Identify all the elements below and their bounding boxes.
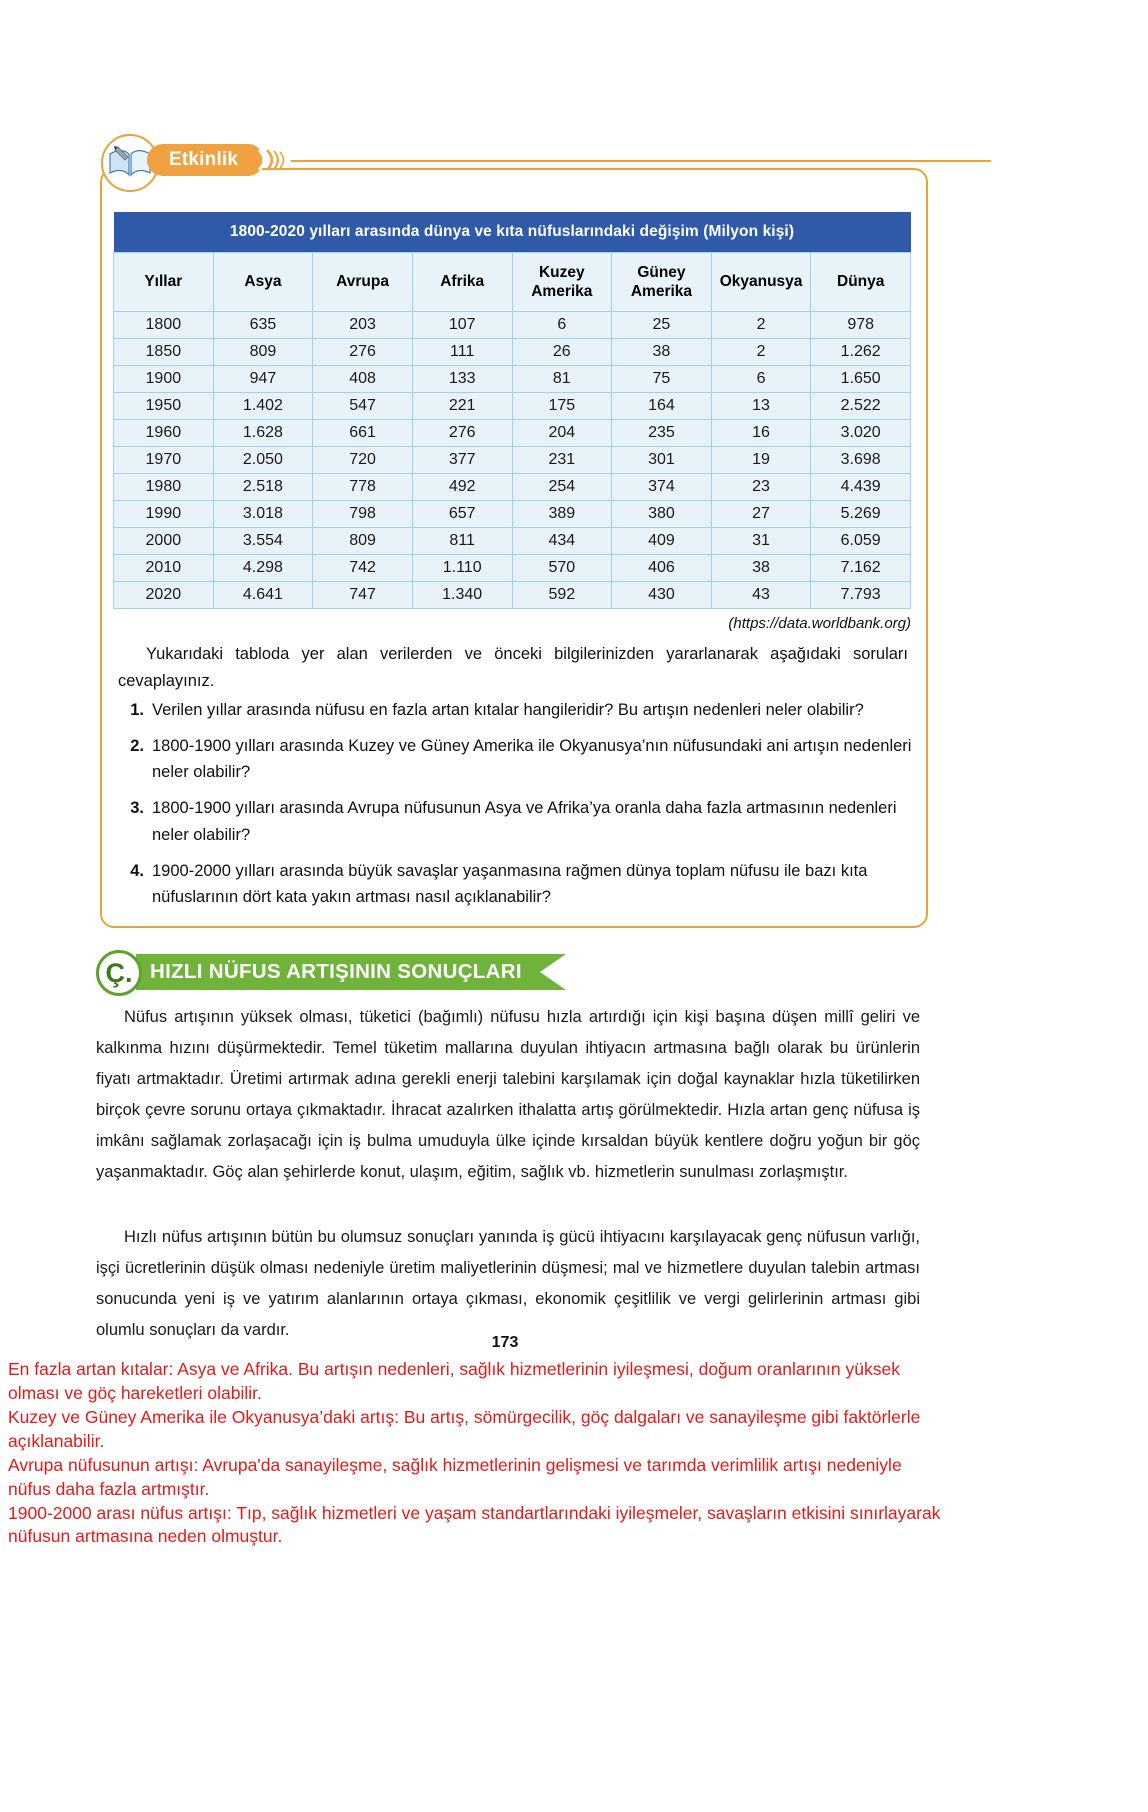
question-number: 4. <box>130 861 144 880</box>
cell-yil: 1990 <box>114 501 214 528</box>
question-item <box>118 697 918 724</box>
cell-yil: 1950 <box>114 393 214 420</box>
column-header-guney-amerika-line2: Amerika <box>630 283 693 300</box>
cell-kuzey-amerika: 26 <box>512 339 612 366</box>
question-list <box>118 697 918 920</box>
cell-avrupa: 778 <box>313 474 413 501</box>
column-header-avrupa: Avrupa <box>313 253 413 312</box>
cell-afrika: 111 <box>412 339 512 366</box>
table-row <box>114 366 911 393</box>
table-row <box>114 501 911 528</box>
cell-avrupa: 276 <box>313 339 413 366</box>
annotation-line: nüfusun artmasına neden olmuştur. <box>8 1526 283 1547</box>
cell-guney-amerika: 75 <box>612 366 712 393</box>
cell-dunya: 6.059 <box>811 528 911 555</box>
table-body <box>114 312 911 609</box>
cell-asya: 1.628 <box>213 420 313 447</box>
cell-guney-amerika: 164 <box>612 393 712 420</box>
section-header <box>96 950 616 996</box>
cell-guney-amerika: 374 <box>612 474 712 501</box>
question-text: Verilen yıllar arasında nüfusu en fazla artan kıtalar hangileridir? Bu artışın nedenleri neler olabilir? <box>152 701 864 719</box>
cell-asya: 809 <box>213 339 313 366</box>
cell-yil: 2000 <box>114 528 214 555</box>
body-paragraph-2: Hızlı nüfus artışının bütün bu olumsuz sonuçları yanında iş gücü ihtiyacını karşılayacak genç nüfusun varlığı, işçi ücretlerinin düşük olması nedeniyle üretim maliyetlerinin düşmesi; mal ve hizmetlere duyulan talebin artması sonucunda yeni iş ve yatırım alanlarının ortaya çıkması, ekonomik çeşitlilik ve vergi gelirlerinin artması gibi olumlu sonuçları da vardır. <box>96 1228 920 1340</box>
cell-yil: 2020 <box>114 582 214 609</box>
table-row <box>114 528 911 555</box>
question-item <box>118 733 918 786</box>
cell-asya: 635 <box>213 312 313 339</box>
cell-avrupa: 661 <box>313 420 413 447</box>
cell-kuzey-amerika: 434 <box>512 528 612 555</box>
cell-guney-amerika: 409 <box>612 528 712 555</box>
table-row <box>114 312 911 339</box>
cell-avrupa: 720 <box>313 447 413 474</box>
cell-dunya: 4.439 <box>811 474 911 501</box>
table-title-row <box>114 212 911 253</box>
cell-yil: 1980 <box>114 474 214 501</box>
cell-asya: 3.018 <box>213 501 313 528</box>
annotation-line: Avrupa nüfusunun artışı: Avrupa'da sanayileşme, sağlık hizmetlerinin gelişmesi ve tarımda verimlilik artışı nedeniyle <box>8 1454 902 1475</box>
table-row <box>114 582 911 609</box>
cell-avrupa: 203 <box>313 312 413 339</box>
cell-dunya: 1.262 <box>811 339 911 366</box>
activity-badge-label: Etkinlik <box>147 144 264 176</box>
column-header-guney-amerika-line1: Güney <box>637 263 686 281</box>
cell-guney-amerika: 301 <box>612 447 712 474</box>
cell-dunya: 7.162 <box>811 555 911 582</box>
table-row <box>114 420 911 447</box>
question-item <box>118 858 918 911</box>
section-letter-badge: Ç. <box>96 950 142 996</box>
cell-dunya: 978 <box>811 312 911 339</box>
column-header-yillar: Yıllar <box>114 253 214 312</box>
cell-avrupa: 547 <box>313 393 413 420</box>
cell-asya: 2.050 <box>213 447 313 474</box>
column-header-afrika: Afrika <box>412 253 512 312</box>
cell-kuzey-amerika: 231 <box>512 447 612 474</box>
activity-intro-text: Yukarıdaki tabloda yer alan verilerden ve önceki bilgilerinizden yararlanarak aşağıdaki soruları cevaplayınız. <box>118 645 908 690</box>
cell-asya: 4.641 <box>213 582 313 609</box>
question-text: 1800-1900 yılları arasında Avrupa nüfusunun Asya ve Afrika’ya oranla daha fazla artmasının nedenleri neler olabilir? <box>152 799 897 844</box>
table-row <box>114 555 911 582</box>
table-source: (https://data.worldbank.org) <box>728 615 911 632</box>
cell-afrika: 811 <box>412 528 512 555</box>
cell-avrupa: 798 <box>313 501 413 528</box>
population-table <box>113 212 911 609</box>
annotation-line: açıklanabilir. <box>8 1430 105 1451</box>
cell-kuzey-amerika: 389 <box>512 501 612 528</box>
cell-asya: 3.554 <box>213 528 313 555</box>
cell-okyanusya: 13 <box>711 393 811 420</box>
cell-yil: 2010 <box>114 555 214 582</box>
cell-okyanusya: 2 <box>711 312 811 339</box>
table-row <box>114 474 911 501</box>
cell-dunya: 1.650 <box>811 366 911 393</box>
cell-asya: 1.402 <box>213 393 313 420</box>
cell-okyanusya: 31 <box>711 528 811 555</box>
cell-guney-amerika: 406 <box>612 555 712 582</box>
question-number: 2. <box>130 736 144 755</box>
cell-dunya: 3.020 <box>811 420 911 447</box>
cell-afrika: 492 <box>412 474 512 501</box>
cell-guney-amerika: 25 <box>612 312 712 339</box>
table-row <box>114 339 911 366</box>
annotation-block <box>8 1358 1144 1549</box>
activity-badge <box>95 132 495 194</box>
cell-afrika: 1.110 <box>412 555 512 582</box>
table-header-row <box>114 253 911 312</box>
cell-okyanusya: 2 <box>711 339 811 366</box>
annotation-line: nüfus daha fazla artmıştır. <box>8 1478 210 1499</box>
cell-yil: 1800 <box>114 312 214 339</box>
cell-yil: 1960 <box>114 420 214 447</box>
cell-okyanusya: 16 <box>711 420 811 447</box>
cell-kuzey-amerika: 175 <box>512 393 612 420</box>
table-row <box>114 393 911 420</box>
column-header-kuzey-amerika-line1: Kuzey <box>538 263 585 281</box>
cell-asya: 2.518 <box>213 474 313 501</box>
annotation-line: 1900-2000 arası nüfus artışı: Tıp, sağlık hizmetleri ve yaşam standartlarındaki iyileşmeler, savaşların etkisini sınırlayarak <box>8 1502 941 1523</box>
cell-kuzey-amerika: 570 <box>512 555 612 582</box>
annotation-line: Kuzey ve Güney Amerika ile Okyanusya’daki artış: Bu artış, sömürgecilik, göç dalgaları ve sanayileşme gibi faktörlerle <box>8 1406 921 1427</box>
cell-okyanusya: 38 <box>711 555 811 582</box>
question-text: 1800-1900 yılları arasında Kuzey ve Güney Amerika ile Okyanusya’nın nüfusundaki ani artışın nedenleri neler olabilir? <box>152 736 912 782</box>
cell-asya: 4.298 <box>213 555 313 582</box>
annotation-line: En fazla artan kıtalar: Asya ve Afrika. Bu artışın nedenleri, sağlık hizmetlerinin iyileşmesi, doğum oranlarının yüksek <box>8 1359 900 1379</box>
cell-okyanusya: 43 <box>711 582 811 609</box>
section-header-arrow <box>540 954 566 990</box>
question-text: 1900-2000 yılları arasında büyük savaşlar yaşanmasına rağmen dünya toplam nüfusu ile bazı kıta nüfuslarının dört kata yakın artması nasıl açıklanabilir? <box>152 861 868 907</box>
cell-okyanusya: 27 <box>711 501 811 528</box>
cell-avrupa: 747 <box>313 582 413 609</box>
activity-header-rule <box>291 160 991 162</box>
cell-guney-amerika: 38 <box>612 339 712 366</box>
cell-afrika: 133 <box>412 366 512 393</box>
cell-afrika: 276 <box>412 420 512 447</box>
cell-afrika: 657 <box>412 501 512 528</box>
cell-okyanusya: 6 <box>711 366 811 393</box>
cell-yil: 1850 <box>114 339 214 366</box>
cell-okyanusya: 23 <box>711 474 811 501</box>
cell-afrika: 107 <box>412 312 512 339</box>
cell-guney-amerika: 380 <box>612 501 712 528</box>
cell-kuzey-amerika: 6 <box>512 312 612 339</box>
body-paragraph-1: Nüfus artışının yüksek olması, tüketici (bağımlı) nüfusu hızla artırdığı için kişi başına düşen millî geliri ve kalkınma hızını düşürmektedir. Temel tüketim mallarına duyulan ihtiyacın artmasına bağlı olarak bu ürünlerin fiyatı artmaktadır. Üretimi artırmak adına gerekli enerji talebini karşılamak için doğal kaynaklar hızla tüketilirken birçok çevre sorunu ortaya çıkmaktadır. İhracat azalırken ithalatta artış görülmektedir. Hızla artan genç nüfusa iş imkânı sağlamak zorlaşacağı için iş bulma umuduyla ülke içinde kırsaldan büyük kentlere doğru yoğun bir göç yaşanmaktadır. Göç alan şehirlerde konut, ulaşım, eğitim, sağlık vb. hizmetlerin sunulması zorlaşmıştır. <box>96 1008 920 1182</box>
cell-avrupa: 809 <box>313 528 413 555</box>
cell-dunya: 2.522 <box>811 393 911 420</box>
cell-dunya: 5.269 <box>811 501 911 528</box>
cell-guney-amerika: 430 <box>612 582 712 609</box>
cell-kuzey-amerika: 254 <box>512 474 612 501</box>
column-header-guney-amerika <box>612 253 712 312</box>
column-header-kuzey-amerika <box>512 253 612 312</box>
cell-okyanusya: 19 <box>711 447 811 474</box>
cell-dunya: 7.793 <box>811 582 911 609</box>
table-title: 1800-2020 yılları arasında dünya ve kıta nüfuslarındaki değişim (Milyon kişi) <box>114 212 911 253</box>
column-header-dunya: Dünya <box>811 253 911 312</box>
annotation-line: olması ve göç hareketleri olabilir. <box>8 1382 262 1403</box>
cell-afrika: 377 <box>412 447 512 474</box>
cell-avrupa: 408 <box>313 366 413 393</box>
cell-afrika: 221 <box>412 393 512 420</box>
table-row <box>114 447 911 474</box>
cell-dunya: 3.698 <box>811 447 911 474</box>
cell-yil: 1900 <box>114 366 214 393</box>
page-number: 173 <box>491 1334 519 1351</box>
question-number: 3. <box>130 799 144 818</box>
cell-kuzey-amerika: 592 <box>512 582 612 609</box>
cell-afrika: 1.340 <box>412 582 512 609</box>
open-book-pencil-icon <box>108 144 152 180</box>
question-number: 1. <box>130 701 144 719</box>
section-title: HIZLI NÜFUS ARTIŞININ SONUÇLARI <box>150 960 522 983</box>
column-header-okyanusya: Okyanusya <box>711 253 811 312</box>
cell-kuzey-amerika: 204 <box>512 420 612 447</box>
cell-asya: 947 <box>213 366 313 393</box>
question-item <box>118 795 918 848</box>
sound-waves-icon <box>255 146 289 174</box>
cell-yil: 1970 <box>114 447 214 474</box>
column-header-kuzey-amerika-line2: Amerika <box>531 283 593 300</box>
cell-avrupa: 742 <box>313 555 413 582</box>
cell-kuzey-amerika: 81 <box>512 366 612 393</box>
column-header-asya: Asya <box>213 253 313 312</box>
cell-guney-amerika: 235 <box>612 420 712 447</box>
